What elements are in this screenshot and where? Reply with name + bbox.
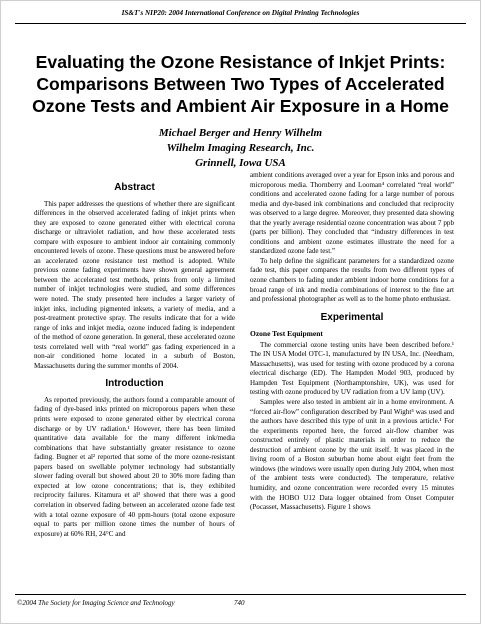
title-line: Ozone Tests and Ambient Air Exposure in a Home bbox=[32, 96, 449, 116]
page-number: 740 bbox=[234, 599, 245, 607]
footer-rule bbox=[15, 594, 466, 595]
introduction-heading: Introduction bbox=[105, 378, 164, 390]
equipment-paragraph: The commercial ozone testing units have been described before.¹ The IN USA Model OTC-1, manufactured by IN USA, Inc. (Needham, Massachusetts), was used for testing with ozone produced by a corona electrical discharge (ED). The Hampden Model 903, produced by Hampden Test Equipment (Northamptonshire, UK), was used for testing with ozone produced by UV radiation from a UV lamp (UV). bbox=[250, 340, 454, 397]
purpose-paragraph: To help define the significant parameters for a standardized ozone fade test, this paper compares the results from two different types of ozone chambers to fading under ambient indoor home conditions for a broad range of ink and media combinations of interest to the fine art and professional photographer as well as to the home photo enthusiast. bbox=[250, 256, 454, 304]
ozone-test-equipment-heading: Ozone Test Equipment bbox=[250, 329, 323, 339]
header-rule bbox=[15, 23, 466, 24]
author-names: Michael Berger and Henry Wilhelm bbox=[158, 127, 323, 139]
abstract-heading: Abstract bbox=[114, 182, 155, 193]
running-header: IS&T's NIP20: 2004 International Conference on Digital Printing Technologies bbox=[121, 9, 360, 17]
author-organization: Wilhelm Imaging Research, Inc. bbox=[166, 142, 315, 154]
author-block bbox=[1, 126, 480, 171]
experimental-heading: Experimental bbox=[320, 311, 384, 323]
title-line: Evaluating the Ozone Resistance of Inkjet Prints: bbox=[35, 52, 446, 72]
left-column bbox=[34, 179, 235, 539]
title-line: Comparisons Between Two Types of Accelerated bbox=[36, 74, 445, 94]
copyright-notice: ©2004 The Society for Imaging Science and Technology bbox=[17, 599, 175, 607]
right-column bbox=[250, 171, 454, 513]
ambient-test-paragraph: Samples were also tested in ambient air in a home environment. A “forced air-flow” configuration described by Paul Wight⁵ was used and the authors have described this type of unit in a previous article.¹ For the experiments reported here, the forced air-flow chamber was constructed entirely of plastic materials in order to reduce the destruction of ambient ozone by the unit itself. It was placed in the living room of a Boston suburban home about eight feet from the windows (the windows were usually open during July 2004, when most of the ambient tests were conducted). The temperature, relative humidity, and ozone concentration were recorded every 15 minutes with the HOBO U12 Data logger obtained from Onset Computer (Pocasset, Massachusetts). Figure 1 shows bbox=[250, 398, 454, 512]
continued-paragraph: ambient conditions averaged over a year for Epson inks and porous and microporous media. Thornberry and Looman⁴ correlated “real world” conditions and accelerated ozone fading for a large number of porous media and dye-based ink combinations and concluded that reciprocity was observed to a large degree. Moreover, they presented data showing that the yearly average residential ozone concentration was about 7 ppb (parts per billion). They concluded that “industry differences in test conditions and ambient ozone estimates illustrate the need for a standardized ozone fade test.” bbox=[250, 171, 454, 256]
author-location: Grinnell, Iowa USA bbox=[195, 157, 286, 169]
paper-title bbox=[11, 51, 470, 117]
abstract-paragraph: This paper addresses the questions of whether there are significant differences in the observed accelerated fading of inkjet prints when they are exposed to ozone generated either with electrical corona discharge or ultraviolet radiation, and how these accelerated tests compare with exposure to ambient indoor air containing commonly encountered levels of ozone. These questions must be answered before an accelerated ozone resistance test method is adopted. While previous ozone fading experiments have shown general agreement between the accelerated test methods, prints from only a limited number of inkjet technologies were studied, and some differences were noted. The study presented here includes a larger variety of inkjet inks, including pigmented inksets, a variety of media, and a post-treatment protective spray. The results indicate that for a wide range of inks and inkjet media, ozone induced fading is independent of the method of ozone generation. In general, these accelerated ozone tests correlated well with “real world” gas fading experienced in a non-air conditioned home located in a suburb of Boston, Massachusetts during the summer months of 2004. bbox=[34, 199, 235, 370]
introduction-paragraph: As reported previously, the authors found a comparable amount of fading of dye-based inks printed on microporous papers when these prints were exposed to ozone generated either by electrical corona discharge or by UV radiation.¹ However, there has been limited quantitative data available for the many different ink/media combinations that have substantially greater resistance to ozone fading. Bugner et al² reported that some of the more ozone-resistant papers based on swellable polymer technology had substantially slower fading overall but showed about 20 to 30% more fading than expected at low ozone concentrations; that is, they exhibited reciprocity failures. Kitamura et al³ showed that there was a good correlation in observed fading between an accelerated ozone fade test with a total ozone exposure of 40 ppm-hours (total ozone exposure equal to parts per million ozone times the number of hours of exposure) at 60% RH, 24°C and bbox=[34, 395, 235, 538]
